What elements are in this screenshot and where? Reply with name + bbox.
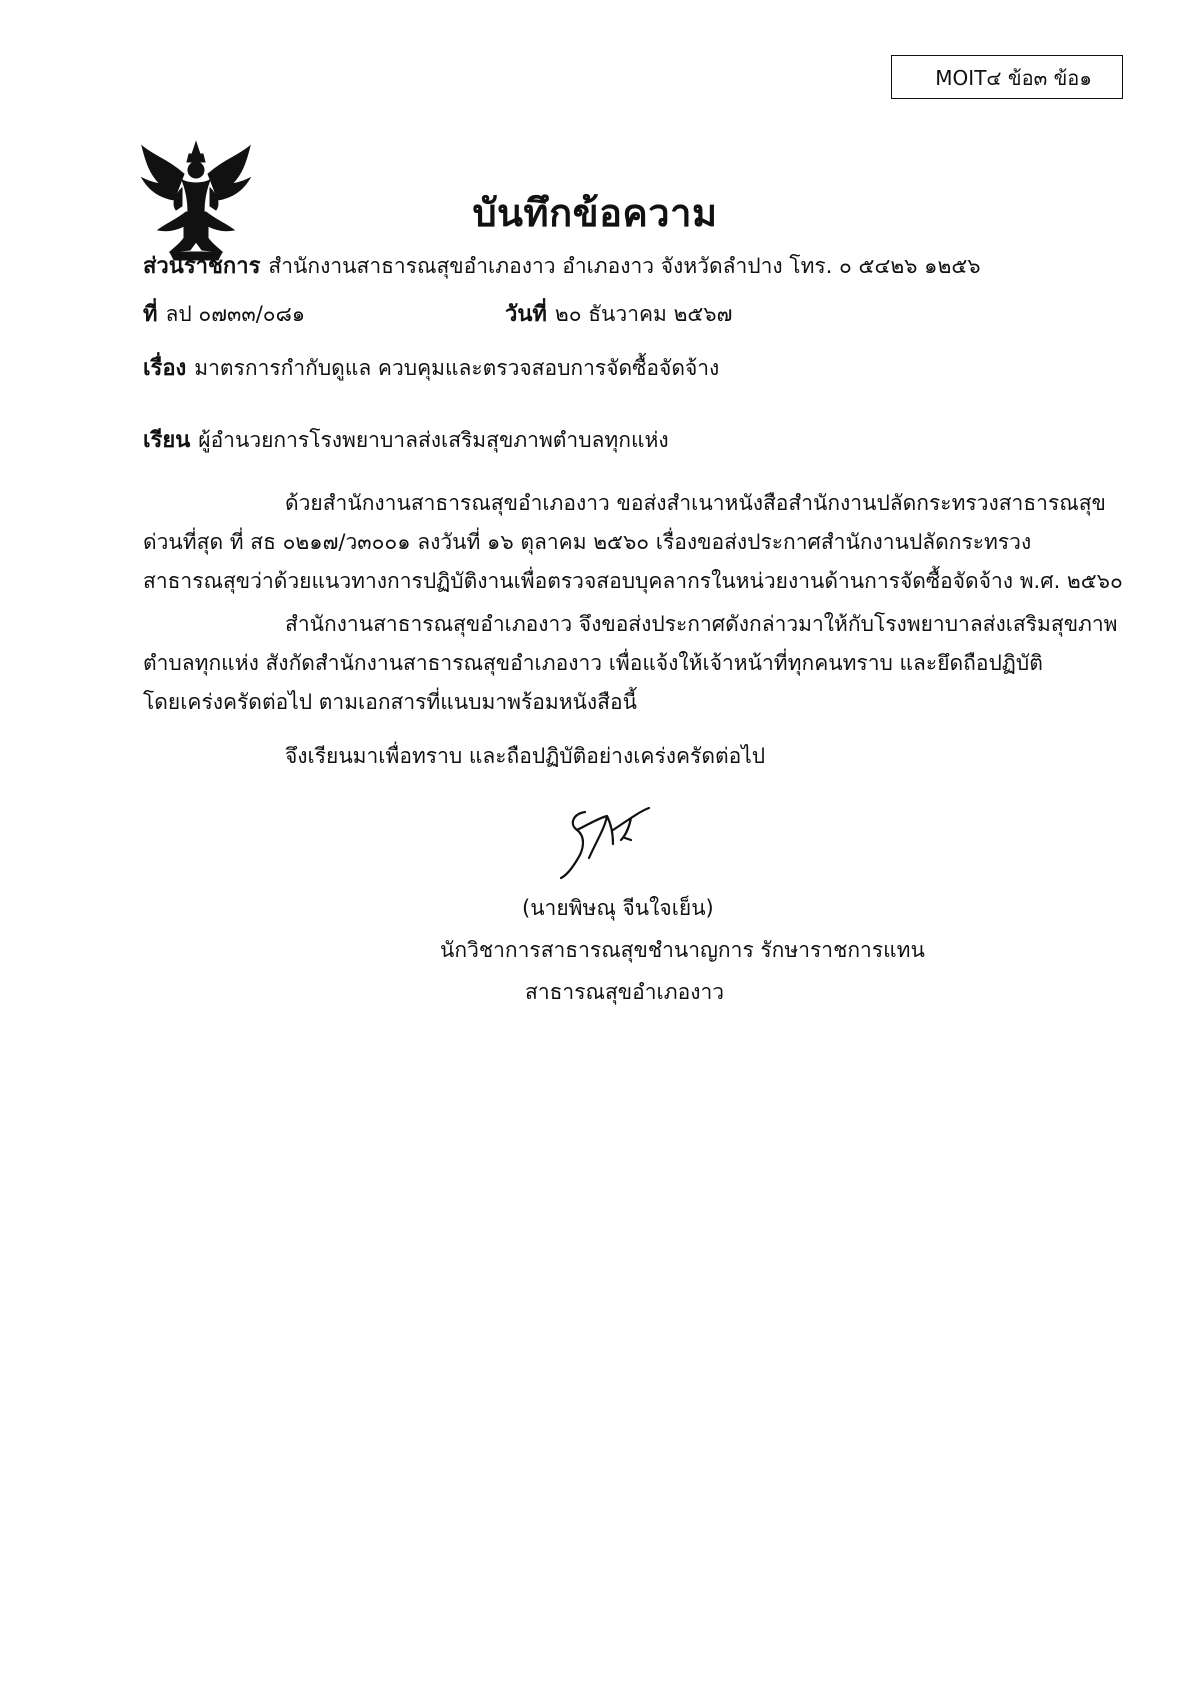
subject-line: [143, 350, 719, 385]
body-paragraph-2: [143, 605, 1118, 722]
agency-label: ส่วนราชการ: [143, 254, 261, 279]
agency-value: สำนักงานสาธารณสุขอำเภองาว อำเภองาว จังหวัดลำปาง โทร. ๐ ๕๔๒๖ ๑๒๕๖: [268, 254, 981, 278]
reference-number-value: ลป ๐๗๓๓/๐๘๑: [165, 302, 306, 326]
addressee-label: เรียน: [143, 428, 191, 453]
signatory-position: นักวิชาการสาธารณสุขชำนาญการ รักษาราชการแทน: [440, 938, 925, 962]
paragraph-line: ด้วยสำนักงานสาธารณสุขอำเภองาว ขอส่งสำเนาหนังสือสำนักงานปลัดกระทรวงสาธารณสุข: [285, 491, 1106, 515]
closing-sentence: จึงเรียนมาเพื่อทราบ และถือปฏิบัติอย่างเคร่งครัดต่อไป: [285, 744, 766, 768]
handwritten-signature: [555, 800, 655, 880]
signatory-office: สาธารณสุขอำเภองาว: [525, 980, 725, 1004]
reference-number-label: ที่: [143, 302, 158, 327]
paragraph-line: สำนักงานสาธารณสุขอำเภองาว จึงขอส่งประกาศดังกล่าวมาให้กับโรงพยาบาลส่งเสริมสุขภาพ: [285, 612, 1118, 636]
subject-value: มาตรการกำกับดูแล ควบคุมและตรวจสอบการจัดซื้อจัดจ้าง: [194, 356, 720, 380]
paragraph-line: ด่วนที่สุด ที่ สธ ๐๒๑๗/ว๓๐๐๑ ลงวันที่ ๑๖ ตุลาคม ๒๕๖๐ เรื่องขอส่งประกาศสำนักงานปลัดกระทรวง: [143, 530, 1032, 554]
subject-label: เรื่อง: [143, 356, 187, 381]
date-label: วันที่: [505, 302, 547, 327]
date-line: [505, 296, 732, 331]
addressee-line: [143, 422, 669, 457]
addressee-value: ผู้อำนวยการโรงพยาบาลส่งเสริมสุขภาพตำบลทุกแห่ง: [198, 428, 669, 452]
signatory-name: (นายพิษณุ จีนใจเย็น): [522, 896, 714, 920]
date-value: ๒๐ ธันวาคม ๒๕๖๗: [554, 302, 733, 326]
body-paragraph-1: [143, 484, 1123, 601]
paragraph-line: ตำบลทุกแห่ง สังกัดสำนักงานสาธารณสุขอำเภองาว เพื่อแจ้งให้เจ้าหน้าที่ทุกคนทราบ และยึดถือปฏิบัติ: [143, 651, 1043, 675]
paragraph-line: โดยเคร่งครัดต่อไป ตามเอกสารที่แนบมาพร้อมหนังสือนี้: [143, 690, 637, 714]
agency-line: [143, 248, 981, 283]
paragraph-line: สาธารณสุขว่าด้วยแนวทางการปฏิบัติงานเพื่อตรวจสอบบุคลากรในหน่วยงานด้านการจัดซื้อจัดจ้าง พ.ศ. ๒๕๖๐: [143, 569, 1123, 593]
memo-title: บันทึกข้อความ: [472, 191, 718, 235]
reference-number-line: [143, 296, 305, 331]
reference-code-box: MOIT๔ ข้อ๓ ข้อ๑: [891, 55, 1123, 99]
